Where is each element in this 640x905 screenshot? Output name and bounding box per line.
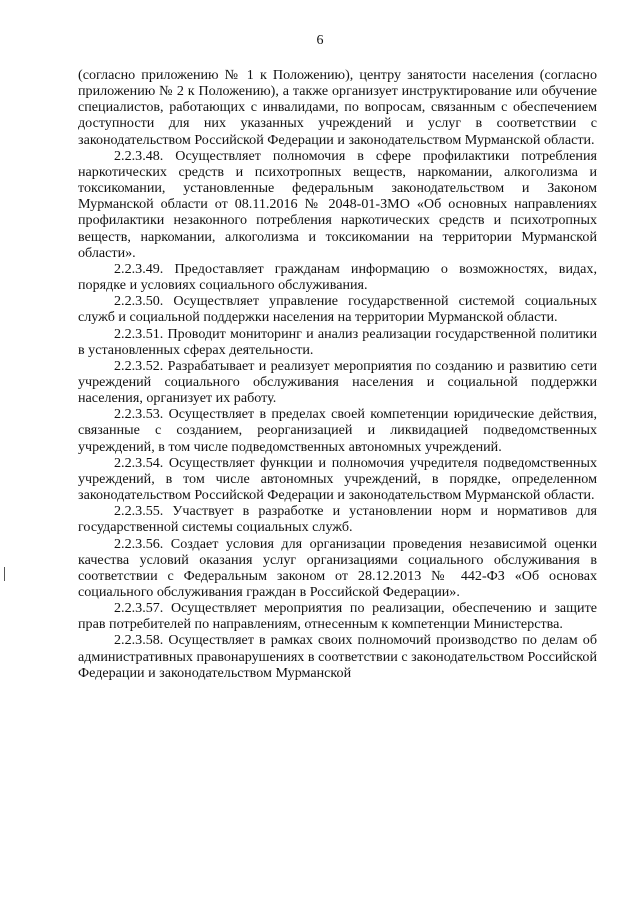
page-number: 6 [316,33,324,48]
paragraph: (согласно приложению № 1 к Положению), центру занятости населения (согласно приложению № 2 к Положению), а также организует инструктирование или обучение специалистов, работающих с инвалидами, по вопросам, связанным с обеспечением доступности для них указанных учреждений и услуг в соответствии с законодательством Российской Федерации и законодательством Мурманской области. [78,67,597,148]
paragraph: 2.2.3.55. Участвует в разработке и установлении норм и нормативов для государственной системы социальных служб. [78,503,597,536]
paragraph: 2.2.3.51. Проводит мониторинг и анализ реализации государственной политики в установленных сферах деятельности. [78,325,597,358]
paragraph: 2.2.3.52. Разрабатывает и реализует мероприятия по созданию и развитию сети учреждений социального обслуживания населения и социальной поддержки населения, организует их работу. [78,357,597,407]
paragraph: 2.2.3.48. Осуществляет полномочия в сфере профилактики потребления наркотических средств и психотропных веществ, наркомании, алкоголизма и токсикомании, установленные федеральным законодательством и Законом Мурманской области от 08.11.2016 № 2048-01-ЗМО «Об основных направлениях профилактики незаконного потребления наркотических средств и психотропных веществ, наркомании, алкоголизма и токсикомании на территории Мурманской области». [78,147,597,261]
margin-mark [4,567,5,581]
paragraph: 2.2.3.56. Создает условия для организации проведения независимой оценки качества условий оказания услуг организациями социального обслуживания в соответствии с Федеральным законом от 28.12.2013 № 442-ФЗ «Об основах социального обслуживания граждан в Российской Федерации». [78,535,597,600]
paragraph: 2.2.3.49. Предоставляет гражданам информацию о возможностях, видах, порядке и условиях социального обслуживания. [78,260,597,294]
paragraph: 2.2.3.57. Осуществляет мероприятия по реализации, обеспечению и защите прав потребителей по направлениям, отнесенным к компетенции Министерства. [78,600,597,633]
paragraph: 2.2.3.50. Осуществляет управление государственной системой социальных служб и социальной поддержки населения на территории Мурманской области. [78,293,597,326]
paragraph: 2.2.3.53. Осуществляет в пределах своей компетенции юридические действия, связанные с созданием, реорганизацией и ликвидацией подведомственных учреждений, в том числе подведомственных автономных учреждений. [78,406,597,455]
paragraph: 2.2.3.54. Осуществляет функции и полномочия учредителя подведомственных учреждений, в том числе автономных учреждений, в порядке, определенном законодательством Российской Федерации и законодательством Мурманской области. [78,454,597,504]
paragraph: 2.2.3.58. Осуществляет в рамках своих полномочий производство по делам об административных правонарушениях в соответствии с законодательством Российской Федерации и законодательством Мурманской [78,632,597,681]
document-body [78,67,597,681]
